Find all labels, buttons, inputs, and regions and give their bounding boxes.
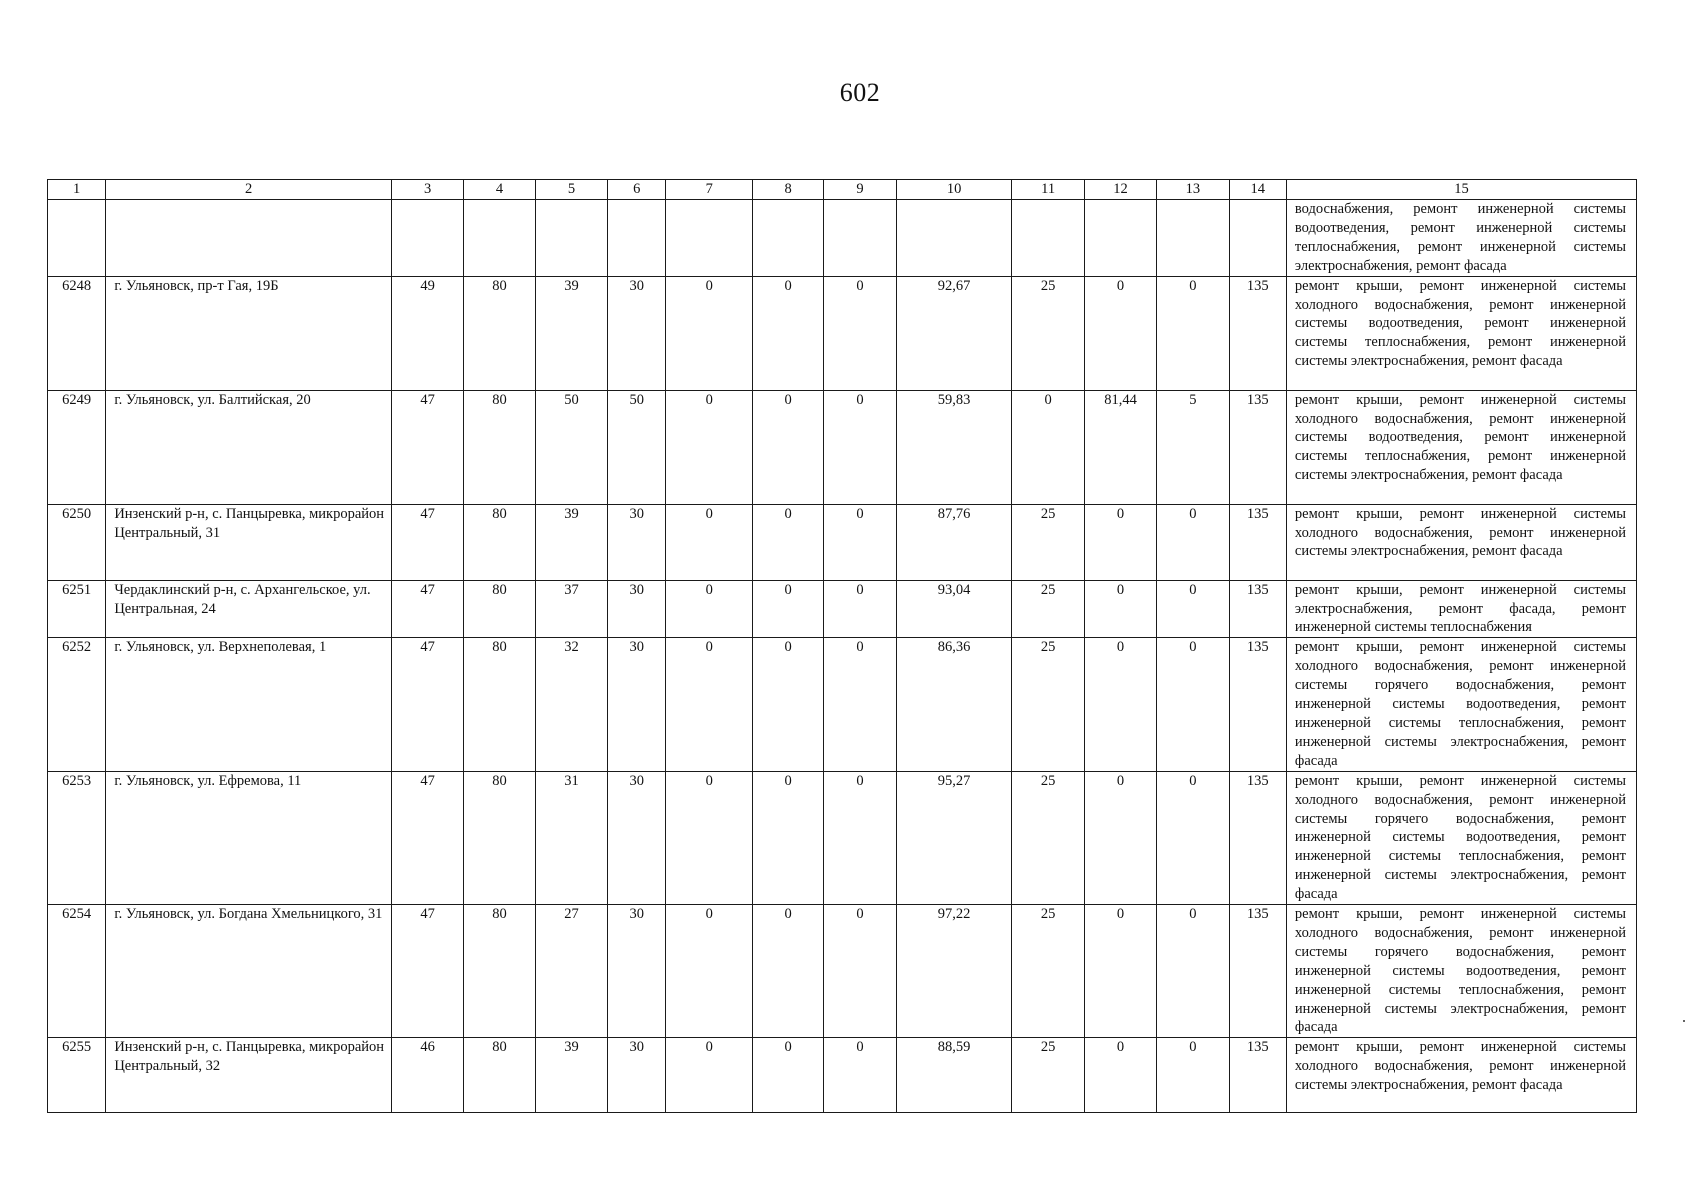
value-cell-col-5: 31 (535, 771, 607, 904)
column-number-cell: 5 (535, 180, 607, 200)
value-cell-col-10: 87,76 (896, 504, 1012, 580)
row-number-cell: 6251 (48, 580, 106, 638)
value-cell-col-7: 0 (666, 1038, 752, 1113)
value-cell-col-14: 135 (1229, 504, 1286, 580)
table-row (48, 580, 1637, 638)
value-cell-col-6: 30 (608, 638, 666, 771)
value-cell-col-13: 0 (1157, 771, 1229, 904)
value-cell-col-3: 47 (391, 905, 463, 1038)
value-cell-col-11: 25 (1012, 504, 1084, 580)
value-cell-col-11: 0 (1012, 390, 1084, 504)
value-cell-col-8: 0 (752, 638, 823, 771)
value-cell-col-8: 0 (752, 504, 823, 580)
column-number-cell: 13 (1157, 180, 1229, 200)
value-cell-col-14 (1229, 200, 1286, 277)
value-cell-col-8: 0 (752, 390, 823, 504)
address-cell: г. Ульяновск, пр-т Гая, 19Б (106, 276, 392, 390)
address-cell: г. Ульяновск, ул. Богдана Хмельницкого, 31 (106, 905, 392, 1038)
value-cell-col-4: 80 (464, 580, 535, 638)
value-cell-col-10: 92,67 (896, 276, 1012, 390)
value-cell-col-6: 30 (608, 905, 666, 1038)
value-cell-col-10: 88,59 (896, 1038, 1012, 1113)
column-number-cell: 7 (666, 180, 752, 200)
value-cell-col-11: 25 (1012, 580, 1084, 638)
address-cell: Инзенский р-н, с. Панцыревка, микрорайон Центральный, 31 (106, 504, 392, 580)
value-cell-col-14: 135 (1229, 771, 1286, 904)
value-cell-col-8: 0 (752, 905, 823, 1038)
value-cell-col-4 (464, 200, 535, 277)
value-cell-col-14: 135 (1229, 276, 1286, 390)
value-cell-col-10: 86,36 (896, 638, 1012, 771)
works-list-cell: ремонт крыши, ремонт инженерной системы холодного водоснабжения, ремонт инженерной системы электроснабжения, ремонт фасада (1286, 1038, 1636, 1113)
row-number-cell: 6253 (48, 771, 106, 904)
value-cell-col-11: 25 (1012, 1038, 1084, 1113)
address-cell: г. Ульяновск, ул. Верхнеполевая, 1 (106, 638, 392, 771)
value-cell-col-6: 50 (608, 390, 666, 504)
value-cell-col-7: 0 (666, 905, 752, 1038)
works-list-cell: ремонт крыши, ремонт инженерной системы холодного водоснабжения, ремонт инженерной системы водоотведения, ремонт инженерной системы теплоснабжения, ремонт инженерной системы электроснабжения, ремонт фасада (1286, 390, 1636, 504)
value-cell-col-12 (1084, 200, 1156, 277)
value-cell-col-4: 80 (464, 390, 535, 504)
value-cell-col-3: 47 (391, 504, 463, 580)
value-cell-col-13: 0 (1157, 580, 1229, 638)
value-cell-col-9: 0 (824, 771, 896, 904)
value-cell-col-11: 25 (1012, 276, 1084, 390)
value-cell-col-14: 135 (1229, 390, 1286, 504)
works-list-cell: ремонт крыши, ремонт инженерной системы электроснабжения, ремонт фасада, ремонт инженерной системы теплоснабжения (1286, 580, 1636, 638)
value-cell-col-7: 0 (666, 638, 752, 771)
address-cell: Чердаклинский р-н, с. Архангельское, ул. Центральная, 24 (106, 580, 392, 638)
table-row (48, 771, 1637, 904)
value-cell-col-11: 25 (1012, 771, 1084, 904)
value-cell-col-9: 0 (824, 638, 896, 771)
address-cell: г. Ульяновск, ул. Балтийская, 20 (106, 390, 392, 504)
column-number-cell: 2 (106, 180, 392, 200)
value-cell-col-9: 0 (824, 905, 896, 1038)
value-cell-col-13: 5 (1157, 390, 1229, 504)
row-number-cell: 6248 (48, 276, 106, 390)
value-cell-col-14: 135 (1229, 638, 1286, 771)
value-cell-col-3: 47 (391, 771, 463, 904)
value-cell-col-5 (535, 200, 607, 277)
row-number-cell: 6254 (48, 905, 106, 1038)
column-number-cell: 12 (1084, 180, 1156, 200)
works-list-cell: водоснабжения, ремонт инженерной системы водоотведения, ремонт инженерной системы теплоснабжения, ремонт инженерной системы электроснабжения, ремонт фасада (1286, 200, 1636, 277)
table-row (48, 504, 1637, 580)
row-number-cell: 6250 (48, 504, 106, 580)
value-cell-col-14: 135 (1229, 1038, 1286, 1113)
value-cell-col-7: 0 (666, 504, 752, 580)
value-cell-col-12: 0 (1084, 276, 1156, 390)
row-number-cell: 6255 (48, 1038, 106, 1113)
value-cell-col-6: 30 (608, 276, 666, 390)
address-cell: г. Ульяновск, ул. Ефремова, 11 (106, 771, 392, 904)
value-cell-col-13 (1157, 200, 1229, 277)
value-cell-col-12: 81,44 (1084, 390, 1156, 504)
value-cell-col-11 (1012, 200, 1084, 277)
value-cell-col-9: 0 (824, 276, 896, 390)
works-list-cell: ремонт крыши, ремонт инженерной системы холодного водоснабжения, ремонт инженерной системы горячего водоснабжения, ремонт инженерной системы водоотведения, ремонт инженерной системы теплоснабжения, ремонт инженерной системы электроснабжения, ремонт фасада (1286, 771, 1636, 904)
value-cell-col-9: 0 (824, 580, 896, 638)
column-number-cell: 3 (391, 180, 463, 200)
column-number-cell: 11 (1012, 180, 1084, 200)
value-cell-col-8 (752, 200, 823, 277)
value-cell-col-11: 25 (1012, 905, 1084, 1038)
column-number-cell: 6 (608, 180, 666, 200)
scan-speck (1683, 1020, 1685, 1022)
value-cell-col-13: 0 (1157, 276, 1229, 390)
value-cell-col-10: 95,27 (896, 771, 1012, 904)
value-cell-col-6 (608, 200, 666, 277)
address-cell: Инзенский р-н, с. Панцыревка, микрорайон Центральный, 32 (106, 1038, 392, 1113)
value-cell-col-3 (391, 200, 463, 277)
value-cell-col-11: 25 (1012, 638, 1084, 771)
table-row (48, 638, 1637, 771)
value-cell-col-9: 0 (824, 504, 896, 580)
value-cell-col-3: 47 (391, 580, 463, 638)
value-cell-col-12: 0 (1084, 638, 1156, 771)
table-row (48, 276, 1637, 390)
column-number-cell: 4 (464, 180, 535, 200)
table-row (48, 390, 1637, 504)
value-cell-col-5: 39 (535, 504, 607, 580)
value-cell-col-12: 0 (1084, 905, 1156, 1038)
column-number-cell: 1 (48, 180, 106, 200)
value-cell-col-7: 0 (666, 771, 752, 904)
value-cell-col-6: 30 (608, 504, 666, 580)
value-cell-col-5: 32 (535, 638, 607, 771)
value-cell-col-12: 0 (1084, 771, 1156, 904)
value-cell-col-13: 0 (1157, 504, 1229, 580)
value-cell-col-12: 0 (1084, 1038, 1156, 1113)
value-cell-col-7: 0 (666, 580, 752, 638)
table-body (48, 180, 1637, 1113)
column-number-cell: 15 (1286, 180, 1636, 200)
works-list-cell: ремонт крыши, ремонт инженерной системы холодного водоснабжения, ремонт инженерной системы водоотведения, ремонт инженерной системы теплоснабжения, ремонт инженерной системы электроснабжения, ремонт фасада (1286, 276, 1636, 390)
value-cell-col-6: 30 (608, 580, 666, 638)
value-cell-col-10 (896, 200, 1012, 277)
value-cell-col-5: 37 (535, 580, 607, 638)
value-cell-col-4: 80 (464, 276, 535, 390)
value-cell-col-13: 0 (1157, 638, 1229, 771)
value-cell-col-3: 46 (391, 1038, 463, 1113)
value-cell-col-10: 93,04 (896, 580, 1012, 638)
value-cell-col-7: 0 (666, 390, 752, 504)
row-number-cell: 6252 (48, 638, 106, 771)
value-cell-col-10: 97,22 (896, 905, 1012, 1038)
page-number: 602 (839, 78, 881, 107)
value-cell-col-14: 135 (1229, 905, 1286, 1038)
works-list-cell: ремонт крыши, ремонт инженерной системы холодного водоснабжения, ремонт инженерной системы горячего водоснабжения, ремонт инженерной системы водоотведения, ремонт инженерной системы теплоснабжения, ремонт инженерной системы электроснабжения, ремонт фасада (1286, 905, 1636, 1038)
value-cell-col-7 (666, 200, 752, 277)
works-list-cell: ремонт крыши, ремонт инженерной системы холодного водоснабжения, ремонт инженерной системы горячего водоснабжения, ремонт инженерной системы водоотведения, ремонт инженерной системы теплоснабжения, ремонт инженерной системы электроснабжения, ремонт фасада (1286, 638, 1636, 771)
works-list-cell: ремонт крыши, ремонт инженерной системы холодного водоснабжения, ремонт инженерной системы электроснабжения, ремонт фасада (1286, 504, 1636, 580)
value-cell-col-7: 0 (666, 276, 752, 390)
value-cell-col-3: 49 (391, 276, 463, 390)
value-cell-col-5: 27 (535, 905, 607, 1038)
value-cell-col-8: 0 (752, 580, 823, 638)
value-cell-col-14: 135 (1229, 580, 1286, 638)
value-cell-col-5: 39 (535, 1038, 607, 1113)
value-cell-col-8: 0 (752, 1038, 823, 1113)
value-cell-col-4: 80 (464, 1038, 535, 1113)
row-number-cell (48, 200, 106, 277)
value-cell-col-4: 80 (464, 771, 535, 904)
value-cell-col-9: 0 (824, 1038, 896, 1113)
value-cell-col-4: 80 (464, 638, 535, 771)
value-cell-col-6: 30 (608, 771, 666, 904)
value-cell-col-4: 80 (464, 905, 535, 1038)
column-number-cell: 10 (896, 180, 1012, 200)
column-number-row (48, 180, 1637, 200)
value-cell-col-6: 30 (608, 1038, 666, 1113)
repair-program-table (47, 179, 1637, 1113)
address-cell (106, 200, 392, 277)
value-cell-col-10: 59,83 (896, 390, 1012, 504)
value-cell-col-9 (824, 200, 896, 277)
value-cell-col-3: 47 (391, 390, 463, 504)
value-cell-col-5: 39 (535, 276, 607, 390)
row-number-cell: 6249 (48, 390, 106, 504)
value-cell-col-12: 0 (1084, 580, 1156, 638)
value-cell-col-5: 50 (535, 390, 607, 504)
column-number-cell: 14 (1229, 180, 1286, 200)
column-number-cell: 9 (824, 180, 896, 200)
value-cell-col-13: 0 (1157, 905, 1229, 1038)
value-cell-col-8: 0 (752, 276, 823, 390)
value-cell-col-3: 47 (391, 638, 463, 771)
table-row (48, 905, 1637, 1038)
table-row (48, 200, 1637, 277)
value-cell-col-9: 0 (824, 390, 896, 504)
value-cell-col-4: 80 (464, 504, 535, 580)
value-cell-col-12: 0 (1084, 504, 1156, 580)
column-number-cell: 8 (752, 180, 823, 200)
value-cell-col-8: 0 (752, 771, 823, 904)
table-row (48, 1038, 1637, 1113)
value-cell-col-13: 0 (1157, 1038, 1229, 1113)
